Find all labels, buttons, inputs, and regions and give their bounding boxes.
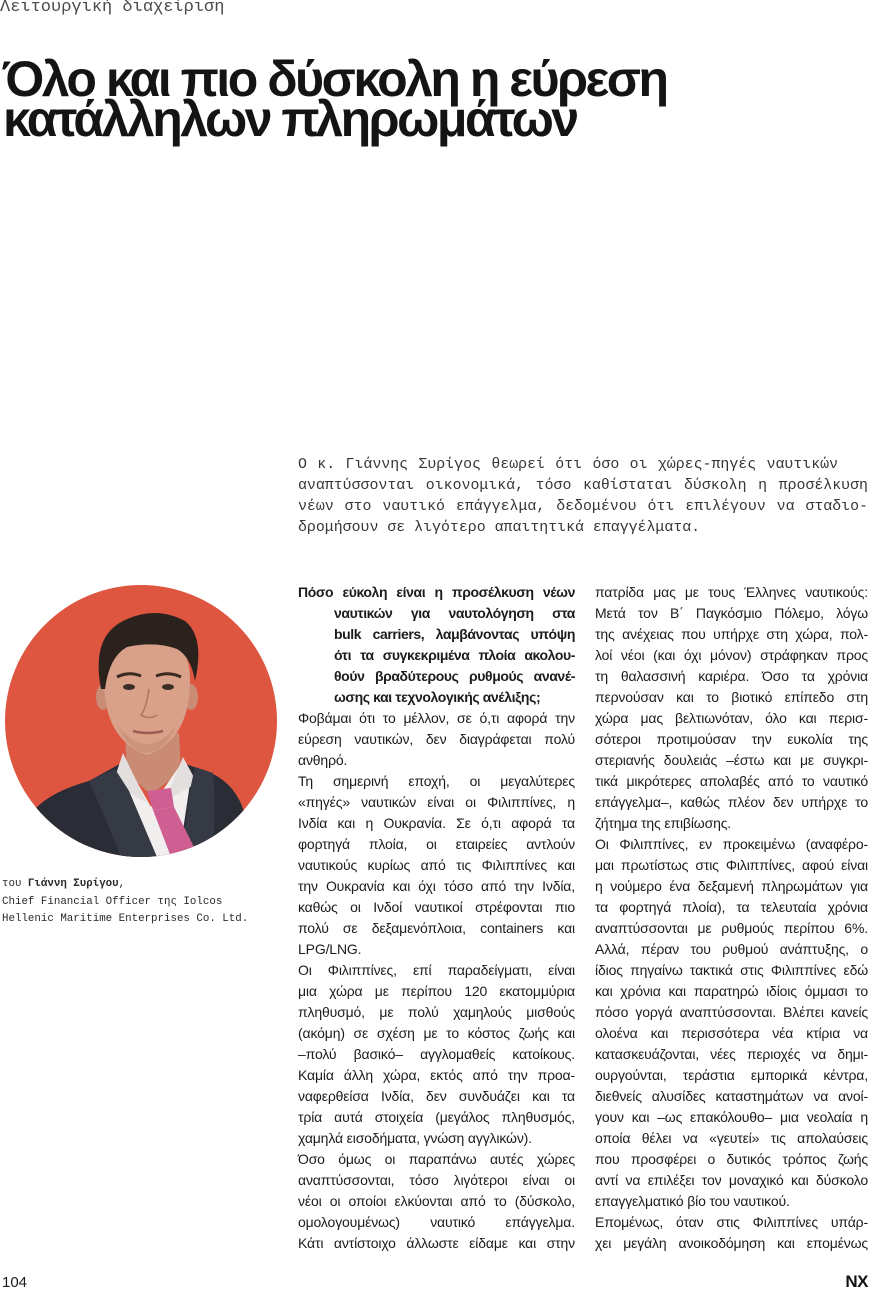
body-line: ανθηρό. [298, 752, 348, 768]
body-line: τρία αυτά στοιχεία (μεγάλος πληθυσμός, [298, 1109, 575, 1125]
body-line: ουργούνται, τεράστια εμπορικά κέντρα, [595, 1067, 868, 1083]
body-line: τα φορτηγά πλοία), τα τελευταία χρόνια [595, 899, 868, 915]
eye-left [123, 684, 135, 690]
interview-question-line: ωσης και τεχνολογικής ανέλιξης; [334, 689, 541, 705]
body-line: αναπτύσσονται με ρυθμούς περίπου 6%. [595, 920, 868, 936]
section-label: Λειτουργική διαχείριση [0, 0, 225, 17]
body-line: Φοβάμαι ότι το μέλλον, σε ό,τι αφορά την [298, 710, 575, 726]
body-line: Καμία άλλη χώρα, εκτός από την προα- [298, 1067, 575, 1083]
body-line: νέοι οι οποίοι ελκύονται από το (δύσκολο, [298, 1193, 575, 1209]
body-line: της ανέχειας που υπήρχε στη χώρα, πολ- [595, 626, 868, 642]
body-line: ομολογουμένως) ναυτικό επάγγελμα. [298, 1214, 575, 1230]
body-line: αντί να επιλέξει τον μοναχικό και δύσκολο [595, 1172, 868, 1188]
interview-question-line: ότι τα συγκεκριμένα πλοία ακολου- [334, 647, 575, 663]
body-line: επαγγελματικό βίο του ναυτικού. [595, 1193, 790, 1209]
interview-question-line: Πόσο εύκολη είναι η προσέλκυση νέων [298, 584, 575, 600]
article-column-2 [595, 582, 868, 1254]
body-line: Τη σημερινή εποχή, οι μεγαλύτερες [298, 773, 575, 789]
body-line: κατασκευάζονται, νέες περιοχές να δημι- [595, 1046, 868, 1062]
body-line: Οι Φιλιππίνες, επί παραδείγματι, είναι [298, 962, 575, 978]
body-line: πόσο γοργά αναπτύσσονται. Βλέπει κανείς [595, 1004, 868, 1020]
lead-line: αναπτύσσονται οικονομικά, τόσο καθίσταται δύσκολη η προσέλκυση [298, 478, 868, 494]
body-line: που προσφέρει ο δυτικός τρόπος ζωής [595, 1151, 868, 1167]
eye-right [162, 684, 174, 690]
body-line: σότεροι προτιμούσαν την ευκολία της [595, 731, 868, 747]
lead-line: νέων στο ναυτικό επάγγελμα, δεδομένου ότι επιλέγουν να σταδιο- [298, 499, 868, 515]
page-number: 104 [2, 1274, 28, 1291]
body-line: η νούμερο ένα δεξαμενή πληρωμάτων για [595, 878, 868, 894]
author-portrait [5, 585, 277, 857]
body-line: και χρόνια και παρατηρώ ιδίοις όμμασι το [595, 983, 868, 999]
body-line: –πολύ βασικό– αγγλομαθείς κατοίκους. [298, 1046, 575, 1062]
body-line: διεθνείς αλυσίδες καταστημάτων να ανοί- [595, 1088, 868, 1104]
article-title [3, 51, 667, 147]
interview-question-line: ναυτικών για ναυτολόγηση στα [334, 605, 575, 621]
byline-line [2, 876, 248, 894]
body-line: γουν και –ως επακόλουθο– μια νεολαία η [595, 1109, 868, 1125]
body-line: Ινδία και η Ουκρανία. Σε ό,τι αφορά τα [298, 815, 575, 831]
body-line: μαι πρωτίστως στις Φιλιππίνες, αφού είναι [595, 857, 868, 873]
body-line: φορτηγά πλοία, οι εταιρείες αντλούν [298, 836, 575, 852]
title-line: κατάλληλων πληρωμάτων [3, 91, 577, 147]
body-line: ζήτημα της επιβίωσης. [595, 815, 732, 831]
body-line: οποία θέλει να «γευτεί» τις απολαύσεις [595, 1130, 868, 1146]
body-line: καθώς οι Ινδοί ναυτικοί στρέφονται πιο [298, 899, 575, 915]
lead-line: δρομήσουν σε λιγότερο απαιτητικά επαγγέλματα. [298, 520, 701, 536]
body-line: στεριανής δουλειάς –έστω και με συγκρι- [595, 752, 868, 768]
body-line: πατρίδα μας με τους Έλληνες ναυτικούς: [595, 584, 868, 600]
body-line: αναπτύσσονται, τόσο λιγότεροι είναι οι [298, 1172, 575, 1188]
publication-logo: NX [845, 1272, 868, 1291]
body-line: «πηγές» ναυτικών είναι οι Φιλιππίνες, η [298, 794, 575, 810]
body-line: Αλλά, πέραν του ρυθμού ανάπτυξης, ο [595, 941, 868, 957]
body-line: επάγγελμα–, καθώς πλέον δεν υπήρχε το [595, 794, 868, 810]
body-line: τη θαλασσινή καριέρα. Όσο τα χρόνια [595, 668, 868, 684]
body-line: ίδιος πηγαίνω τακτικά στις Φιλιππίνες εδώ [595, 962, 868, 978]
author-role: Chief Financial Officer της Iolcos [2, 895, 223, 908]
byline-prefix: του [2, 878, 28, 890]
body-line: μια χώρα με περίπου 120 εκατομμύρια [298, 983, 575, 999]
body-line: Επομένως, όταν στις Φιλιππίνες υπάρ- [595, 1214, 868, 1230]
body-line: λοί νέοι (και όχι μόνον) στράφηκαν προς [595, 647, 868, 663]
body-line: (ακόμη) σε σχέση με το κόστος ζωής και [298, 1025, 575, 1041]
body-line: χαμηλά εισοδήματα, γνώση αγγλικών). [298, 1130, 532, 1146]
body-line: Κάτι αντίστοιχο άλλωστε είδαμε και στην [298, 1235, 575, 1251]
body-line: Οι Φιλιππίνες, εν προκειμένω (αναφέρο- [595, 836, 868, 852]
lead-paragraph [298, 455, 868, 539]
title-line: Όλο και πιο δύσκολη η εύρεση [3, 51, 667, 107]
body-line: πληθυσμό, με πολύ χαμηλούς μισθούς [298, 1004, 575, 1020]
body-line: Μετά τον Β΄ Παγκόσμιο Πόλεμο, λόγω [595, 605, 868, 621]
article-column-1 [298, 582, 575, 1254]
author-name: Γιάννη Συρίγου [27, 878, 119, 890]
author-company: Hellenic Maritime Enterprises Co. Ltd. [2, 913, 249, 925]
body-line: τικά μικρότερες απολαβές από το ναυτικό [595, 773, 868, 789]
interview-question-line: bulk carriers, λαμβάνοντας υπόψη [334, 626, 575, 642]
body-line: την Ουκρανία και όχι τόσο από την Ινδία, [298, 878, 575, 894]
lead-line: Ο κ. Γιάννης Συρίγος θεωρεί ότι όσο οι χώρες-πηγές ναυτικών [298, 457, 838, 473]
body-line: περνούσαν και το βιοτικό επίπεδο στη [595, 689, 868, 705]
byline-suffix: , [118, 878, 126, 890]
body-line: εύρεση ναυτικών, δεν διαγράφεται πολύ [298, 731, 575, 747]
interview-question-line: θούν βραδύτερους ρυθμούς ανανέ- [334, 668, 575, 684]
body-line: Όσο όμως οι παραπάνω αυτές χώρες [298, 1151, 575, 1167]
body-line: χει μεγάλη ανοικοδόμηση και επομένως [595, 1235, 868, 1251]
body-line: LPG/LNG. [298, 941, 362, 957]
author-byline [2, 876, 248, 929]
body-line: πολύ σε δεξαμενόπλοια, containers και [298, 920, 575, 936]
body-line: ολοένα και περισσότερα νέα κτίρια να [595, 1025, 868, 1041]
body-line: ναφερθείσα Ινδία, δεν συνδυάζει και τα [298, 1088, 575, 1104]
body-line: ναυτικούς κυρίως από τις Φιλιππίνες και [298, 857, 575, 873]
body-line: χώρα μας βελτιωνόταν, όλο και περισ- [595, 710, 868, 726]
